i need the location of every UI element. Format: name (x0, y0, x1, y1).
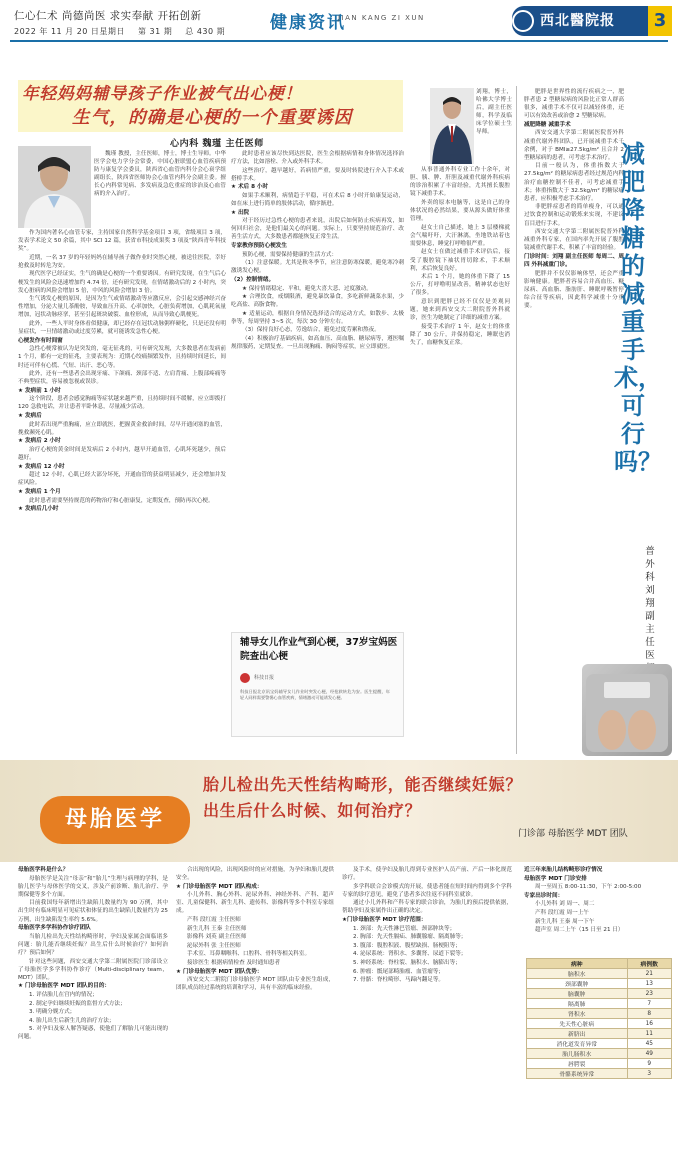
article1-column3: 从事普通外科专业工作十余年，对胆、胰、脾、肝胆及减重代谢外科疾病的诊治积累了丰富经验，尤其擅长腹腔镜下减重手术。 外卖的原本电脑等，这是自己的身体状况的必然结果，要从源头做好体重管理。 赵女士自己描述，她上 3 层楼梯就会气喘吁吁，大汗淋漓，坐地铁站着也需要休息，睡觉打呼噜很严重。 赵女士在做过减重手术评估后，接受了腹腔镜下袖状胃切除术，手术顺利，术后恢复良好。 术后 1 个月，她的体重下降了 15 公斤，打呼噜明显改善，精神状态也好了很多。 意识到肥胖已经不仅仅是美观问题，她来到西安交大二附院普外科就诊，医生为她制定了详细的减重方案。 接受手术治疗 1 年，赵女士的体重降了 30 公斤，并保持稳定，睡眠也消失了，血糖恢复正常。 (410, 167, 510, 346)
article3-column2: 合出现的风险，出现风险时的应对措施，为孕妇和胎儿提供安全。 ★ 门诊母胎医学 MDT 团队构成： 小儿外科、胸心外科、泌尿外科、神经外科、产科、超声室、儿童保健科、新生儿科、遗传科、影像科等多个科室专家组成。 产科 段红霞 主任医师 新生儿科 王秦 主任医师 影像科 刘英 副主任医师 泌尿外科 张 主任医师 手术室、耳鼻咽喉科、口腔科、骨科等相关科室。 接诊医生 根据病情检查 及时通知患者 ★ 门诊母胎医学 MDT 团队优势： 西安交大二附院门诊母胎医学 MDT 团队由专业医生组成，团队成员经过系统的培训和学习，具有丰富的临床经验。 (176, 867, 334, 992)
table-row: 新脐出 11 (527, 1029, 672, 1039)
page-header (0, 0, 678, 66)
source-avatar-icon (240, 673, 250, 683)
article3-byline: 门诊部 母胎医学 MDT 团队 (518, 829, 628, 839)
article1-intro: 魏瑾 教授，主任医师，博士，博士生导师。中华医学会电力学分会常委，中国心脏联盟心血管疾病预防与康复学会委员，陕西省心血管内科分会心衰学组副组长，陕西省医师协会心血管内科分会副主委。擅长心内科常见病、多发病及急危重症的诊治及心血管病的介入治疗。 (94, 151, 226, 198)
header-divider (10, 40, 668, 42)
article3-column1: 母胎医学科是什么？ 母胎医学是关注“母亲”和“胎儿”生理与病理的学科，是胎儿医学与母体医学的交叉，涉及产前诊断、胎儿治疗、孕期保健等多个方面。 目前我国每年新增出生缺陷儿数量约为 90 万例，其中出生时有临床明显可见症状和体征的出生缺陷儿数量约为 25 万例，出生缺陷发生率约 5.6%。 母胎医学多学科协作诊疗团队 当胎儿检出先天性结构畸形时，孕妇及家属会面临诸多问题：胎儿能否继续妊娠？出生后什么时候治疗？如何治疗？预后如何？ 针对这些问题，西安交通大学第二附属医院门诊部设立了母胎医学多学科协作诊疗（Multi-disciplinary team，MDT）团队。 ★ 门诊母胎医学 MDT 团队的目的： 1. 评估胎儿在宫内的情况； 2. 制定孕妇继续妊娠的监督方式方法； 3. 明确分娩方式； 4. 胎儿出生后新生儿的治疗方法； 5. 对孕妇及家人解答疑惑，使他们了解胎儿可能出现的问题。 (18, 867, 168, 1041)
table-row: 颈部囊肿 13 (527, 979, 672, 989)
news-screenshot-card (231, 632, 404, 737)
column-divider (516, 86, 517, 754)
table-row: 肾积水 8 (527, 1009, 672, 1019)
article2-byline: 普外科 刘翔 副主任医 (645, 546, 655, 661)
article1-column1: 作为国内著名心血管专家，主持国家自然科学基金项目 3 项，省级项目 3 项，发表学术论文 50 余篇，其中 SCI 12 篇，获省市科技成果奖 3 项及“陕西青年科技奖”。 近期，一名 37 岁的年轻妈妈在辅导孩子做作业时突然心梗，被送往医院，幸好抢救及时转危为安。 现代医学已经证实，生气的确是心梗的一个重要诱因。有研究发现，在生气后心梗发生的风险会迅速增加约 4.74 倍，还有研究发现，在情绪激动后的 2 小时内，突发心脏病的风险会增加 5 倍，中风的风险会增加 3 倍。 生气诱发心梗的原因，是因为生气或情绪激动等应激反应，会引起交感神经兴奋性增加，分泌大量儿茶酚胺，导致血压升高、心率加快，心脏负荷增加，心肌耗氧量增加，冠状动脉痉挛，甚至引起斑块破裂、血栓形成，从而导致心肌梗死。 此外，一些人平时身体看似健康，却已经存在冠状动脉粥样硬化，只是还没有明显症状，一旦情绪激动或过度劳累，就可能诱发急性心梗。 心梗发作有时间窗 急性心梗常被认为是突发的，毫无征兆的，可有研究发现，大多数患者在发病前 1 个月，都有一定的征兆，主要表现为：近期心绞痛频繁发作，且持续时间延长，间时还可伴有心慌、气短、出汗、恶心等。 此外，还有一些患者会出现牙痛、下颌痛、颈部不适、左肩背痛、上腹部疼痛等不典型症状，容易被忽视或误诊。 ★ 发病前 1 小时 这个阶段，患者会感觉胸痛等症状越来越严重，且持续时间不缓解，应立即拨打 120 急救电话，并让患者平卧休息，尽量减少活动。 ★ 发病后 此时若出现严重胸痛，应立即就医，把握黄金救治时间，尽早开通闭塞的血管，挽救濒死心肌。 ★ 发病后 2 小时 治疗心梗的黄金时间是发病后 2 小时内，越早开通血管，心肌坏死越少，预后越好。 ★ 发病后 12 小时 超过 12 小时，心肌已经大部分坏死，开通血管的获益明显减少，还会增加并发症风险。 ★ 发病后 1 个月 此时患者需要坚持规范的药物治疗和心脏康复，定期复查，预防再次心梗。 ★ 发病后几小时 (18, 230, 226, 513)
section-tag: 母胎医学 (40, 796, 190, 844)
article3-column4: 近三年来胎儿结构畸形诊疗情况 母胎医学 MDT 门诊安排 周一至周五 8:00-11:30，下午 2:00-5:00 专家出诊时间： 小儿外科 刘 周一、周二 产科 段红霞 周一上午 新生儿科 王秦 周一下午 超声室 周二上午（15 日至 21 日） (524, 867, 642, 934)
article1-byline: 心内科 魏瑾 主任医师 (170, 139, 264, 149)
table-row: 脑积水 21 (527, 969, 672, 979)
table-row: 唇腭裂 9 (527, 1059, 672, 1069)
table-row: 先天性心脏病 16 (527, 1019, 672, 1029)
article2-column: 肥胖是世界性的流行疾病之一，肥胖者患 2 型糖尿病的风险比正常人群高很多，减重手术不仅可以减轻体重，还可以有效改善或治愈 2 型糖尿病。 减肥降糖 减重手术 西安交通大学第二附属医院普外科减重代谢外科团队，已开展减重手术千余例，对于 BMI≥27.5kg/m² 且合并 2 型糖尿病的患者，可考虑手术治疗。 目前一般认为，体重指数大于 27.5kg/m² 的糖尿病患者经过规范内科治疗血糖控制不佳者，可考虑减重手术；体重指数大于 32.5kg/m² 的糖尿病患者，应积极考虑手术治疗。 非肥胖症患者的简单瘦身，可以通过饮食控制和运动锻炼来实现，不建议盲目进行手术。 西安交通大学第二附属医院普外科减重外科专家，在国内率先开展了腹腔镜减重代谢手术，积累了丰富的经验。 门诊时间：刘翔 副主任医师 每周二、周四 外科减重门诊。 肥胖并不仅仅影响体型，还会严重影响健康。肥胖者容易合并高血压、糖尿病、高血脂、脂肪肝、睡眠呼吸暂停综合征等疾病，因此科学减重十分重要。 (524, 89, 624, 309)
article3-column3: 及手术，使孕妇及胎儿得到专业医护人员产前、产后一体化规范诊疗。 多学科联合会诊模式的开展，使患者能在短时间内得到多个学科专家的诊疗意见，避免了患者多次往返不同科室就诊。 通过小儿外科和产科专家的联合诊治，为胎儿的预后提供依据，帮助孕妇及家属作出正确的决定。 ★门诊母胎医学 MDT 诊疗范围： 1. 颈部：先天性淋巴管瘤、颈部肿块等； 2. 胸部：先天性膈疝、肺囊腺瘤、隔离肺等； 3. 腹部：腹腔积液、腹壁缺损、肠梗阻等； 4. 泌尿系统：肾积水、多囊肾、尿道下裂等； 5. 神经系统：脊柱裂、脑积水、脑膨出等； 6. 肿瘤：骶尾部畸胎瘤、血管瘤等； 7. 骨骼：脊柱畸形、马蹄内翻足等。 (342, 867, 512, 984)
card-body: 科技日报北京讯宝妈辅导女儿作业时突发心梗，经抢救转危为安。医生提醒，年轻人同样需要警惕心血管疾病，情绪激动可能诱发心梗。 (240, 689, 390, 701)
article1-title-line1: 年轻妈妈辅导孩子作业被气出心梗！ (22, 84, 302, 103)
page-number: 3 (648, 6, 672, 36)
author-photo (18, 146, 91, 228)
issue-number: 第 31 期 (137, 27, 173, 36)
table-row: 脑囊肿 23 (527, 989, 672, 999)
author-portrait-icon (18, 146, 91, 228)
hospital-logo-icon (512, 10, 534, 32)
card-title: 辅导女儿作业气到心梗，37岁宝妈医院查出心梗 (240, 637, 398, 662)
article3-title-line2: 出生后什么时候、如何治疗？ (203, 801, 422, 820)
issue-date: 2022 年 11 月 20 日星期日 (14, 27, 125, 36)
scale-icon (582, 664, 672, 756)
article2-title: 减肥降糖的减重手术，可行吗？ (614, 140, 662, 476)
card-source: 科技日报 (254, 675, 275, 681)
issue-info (14, 26, 235, 37)
table-row: 骨骼系统异常 3 (527, 1069, 672, 1079)
article1-title-line2: 生气，的确是心梗的一个重要诱因 (72, 108, 353, 128)
table-row: 胎儿肠积水 49 (527, 1049, 672, 1059)
section-title: 健康资讯 (270, 13, 346, 33)
birth-defect-table (526, 958, 672, 1079)
article1-column2: 此时患者应该尽快到达医院，医生会根据病情和身体情况选择治疗方法，比如溶栓、介入或外科手术。 这些治疗，越早越好，若病情严重，要及时转院进行介入手术或搭桥手术。 ★ 术后 8 小时 如果手术顺利，病情趋于平稳，可在术后 8 小时开始康复运动，如在床上进行简单的肢体活动，循序渐进。 ★ 出院 对于经历过急性心梗的患者来说，出院后如何防止疾病再发，如何回归社会，是他们最关心的问题。实际上，只要坚持规范治疗、改善生活方式，大多数患者都能恢复正常生活。 专家教你预防心梗发生 预防心梗，需要保持健康的生活方式： （1）注意保暖。尤其是秋冬季节，应注意防寒保暖，避免寒冷刺激诱发心梗。 （2）控制情绪。 ★ 保持情绪稳定、平和，避免大喜大悲、过度激动。 ★ 合理饮食，戒烟限酒，避免暴饮暴食，多吃新鲜蔬菜水果，少吃高盐、高脂食物。 ★ 适量运动，根据自身情况选择适合的运动方式，如散步、太极拳等，每周坚持 3~5 次，每次 30 分钟左右。 （3）保持良好心态，劳逸结合，避免过度劳累和熬夜。 （4）积极治疗基础疾病，如高血压、高血脂、糖尿病等，遵医嘱规律服药，定期复查。一旦出现胸痛、胸闷等症状，应立即就医。 (231, 151, 404, 351)
section-pinyin: JIAN KANG ZI XUN (338, 14, 425, 22)
newspaper-brand: 西北醫院报 (512, 6, 650, 36)
table-row: 隔离肺 7 (527, 999, 672, 1009)
doctor-intro: 刘翔，博士，哈佛大学博士后，副主任医师，科学及临床学位硕士生导师。 (476, 89, 512, 136)
table-header-disease: 病种 (527, 959, 628, 969)
table-row: 消化道发育异常 45 (527, 1039, 672, 1049)
table-header-count: 病例数 (627, 959, 671, 969)
doctor-portrait-icon (430, 88, 474, 164)
doctor-photo (430, 88, 474, 164)
article3-title-line1: 胎儿检出先天性结构畸形，能否继续妊娠？ (203, 775, 523, 794)
bathroom-scale-image (582, 664, 672, 756)
hospital-motto: 仁心仁术 尚德尚医 求实奉献 开拓创新 (14, 10, 202, 22)
issue-total: 总 430 期 (185, 27, 226, 36)
